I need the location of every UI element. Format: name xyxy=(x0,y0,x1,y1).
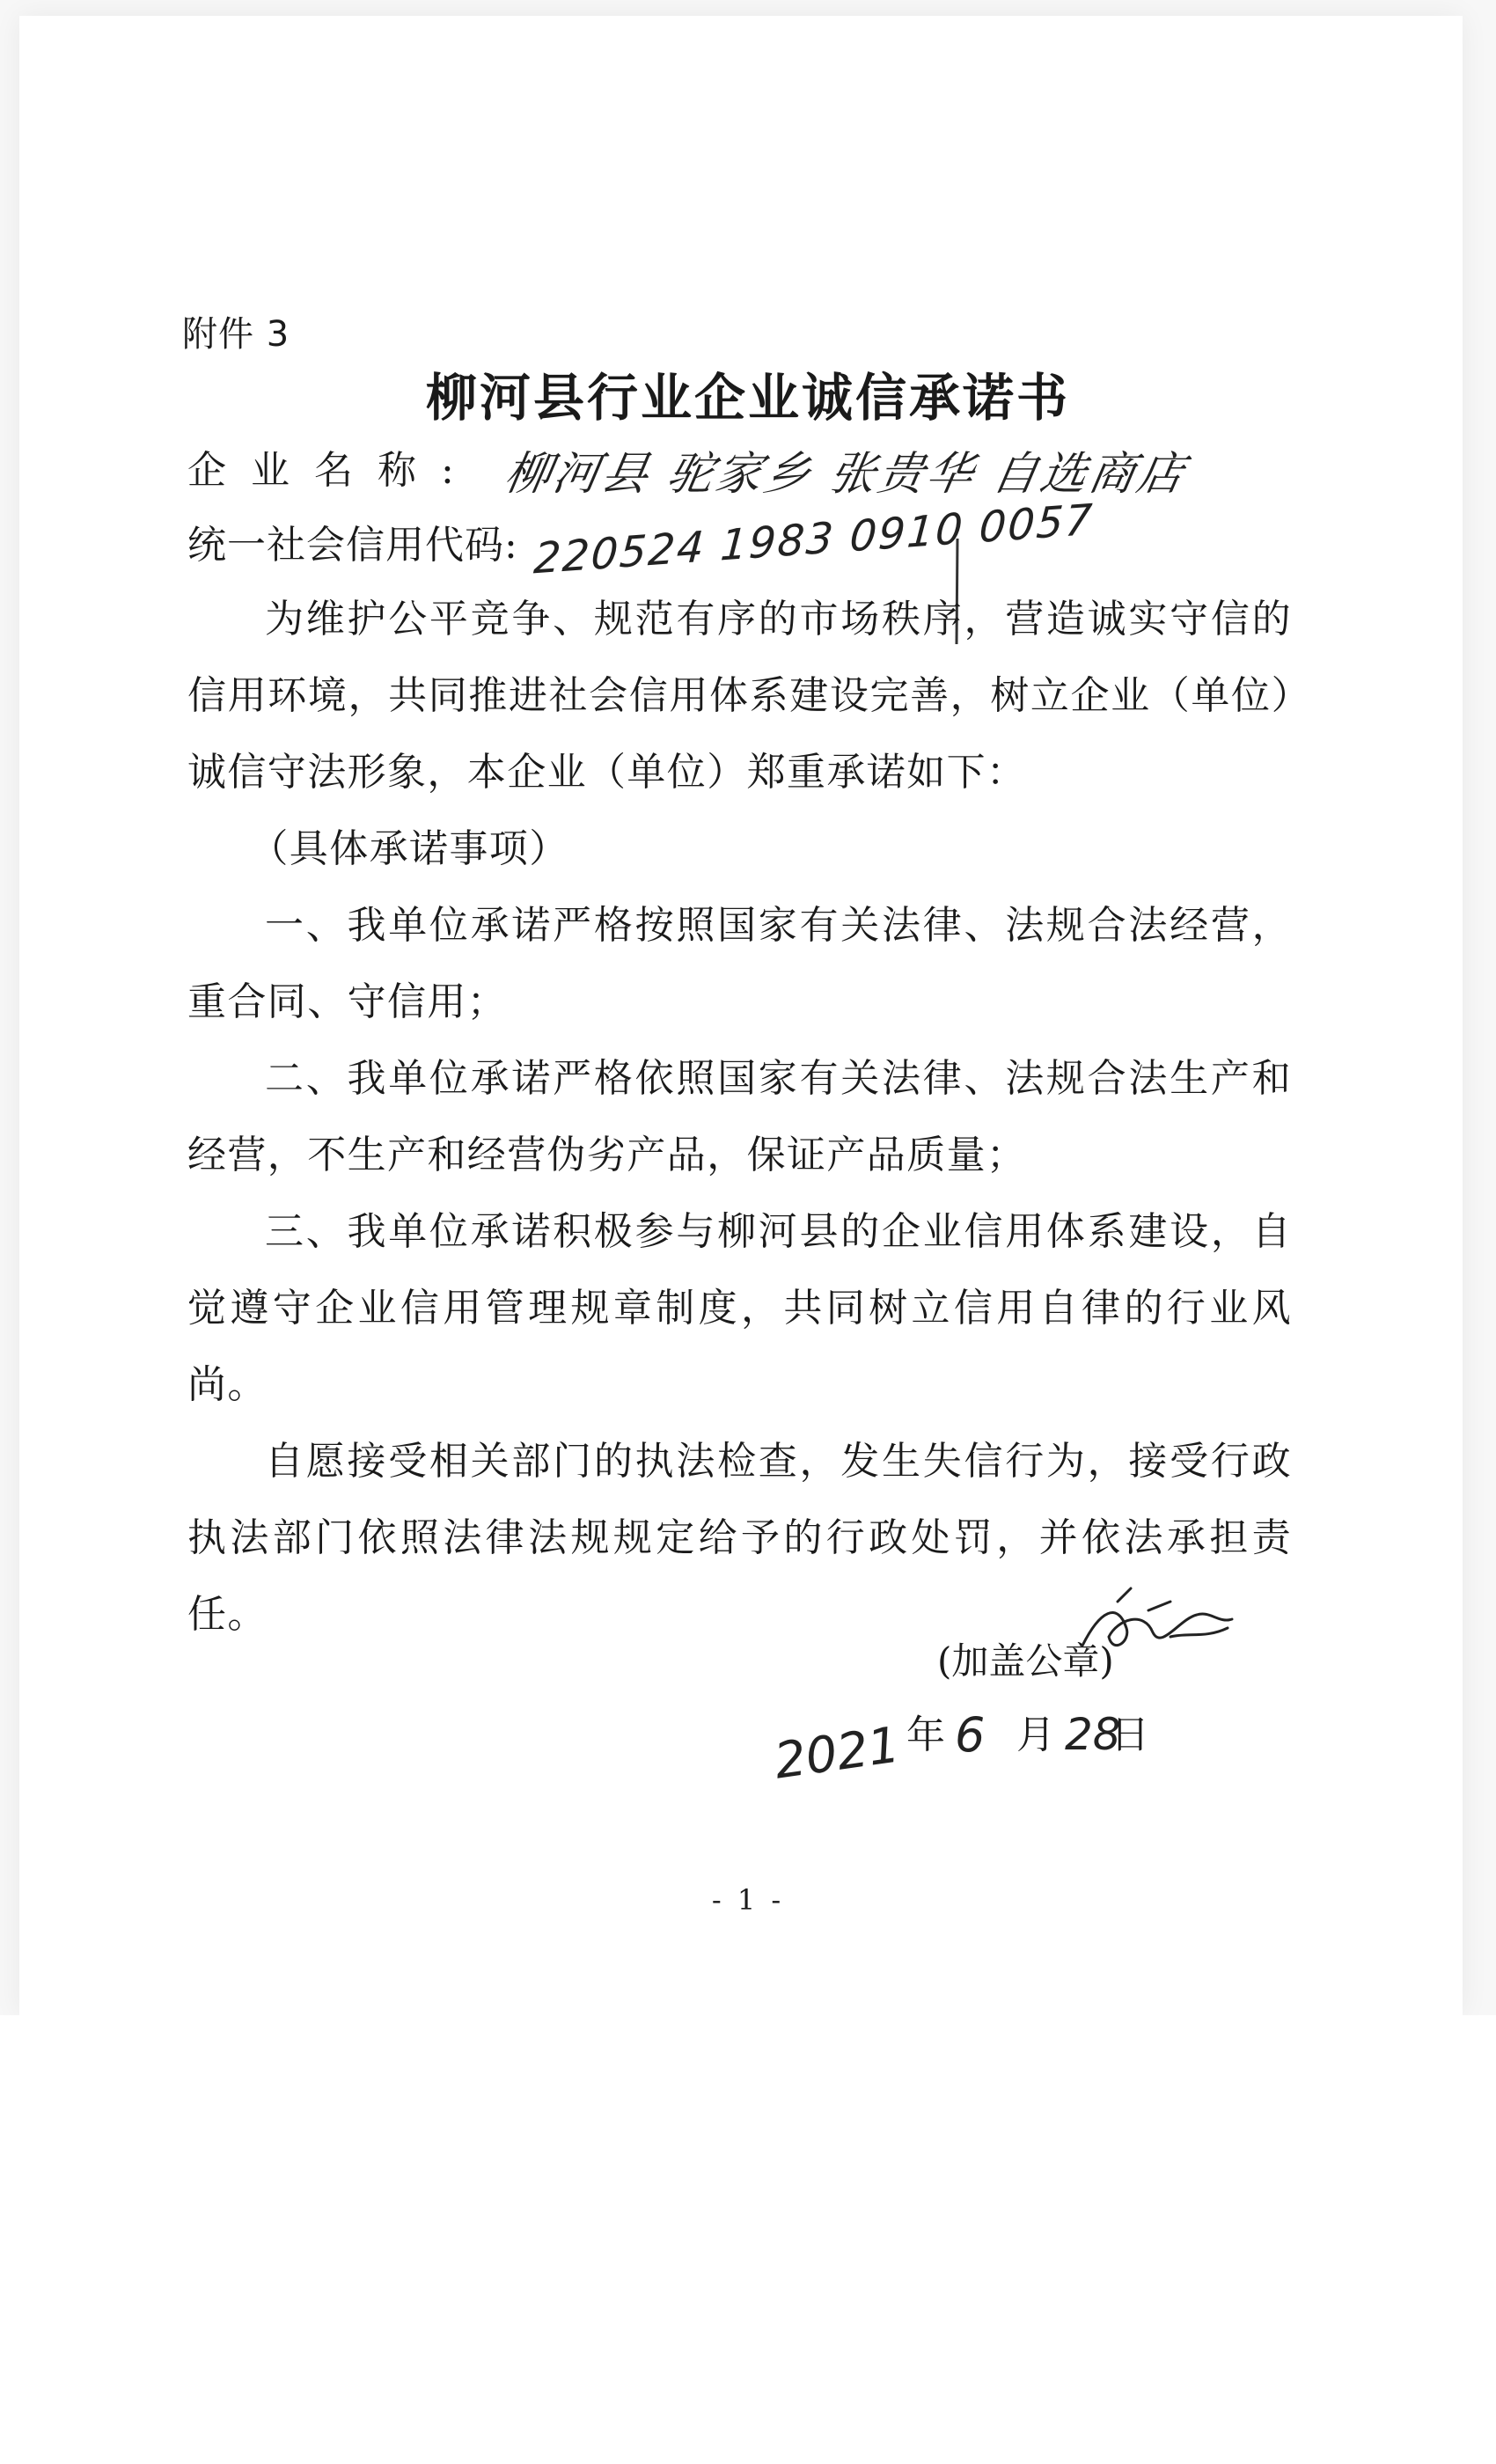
company-name-handwritten: 柳河县 驼家乡 张贵华 自选商店 xyxy=(500,448,1191,501)
company-name-label: 企业名称: xyxy=(187,448,479,493)
closing-paragraph: 自愿接受相关部门的执法检查，发生失信行为，接受行政执法部门依照法律法规规定给予的行政处罚，并依法承担责任。 xyxy=(187,1439,1292,1637)
items-heading: （具体承诺事项） xyxy=(249,826,569,871)
day-label: 日 xyxy=(1111,1712,1149,1757)
commitment-body xyxy=(187,581,1292,1653)
year-label: 年 xyxy=(906,1712,945,1757)
credit-code-handwritten: 220524 1983 0910 0057 xyxy=(532,495,1096,584)
date-month-handwritten: 6 xyxy=(955,1707,986,1763)
commitment-item-3: 三、我单位承诺积极参与柳河县的企业信用体系建设，自觉遵守企业信用管理规章制度，共同树立信用自律的行业风尚。 xyxy=(187,1209,1292,1407)
handwritten-signature xyxy=(1065,1584,1241,1672)
credit-code-label: 统一社会信用代码: xyxy=(187,523,518,568)
commitment-item-1: 一、我单位承诺严格按照国家有关法律、法规合法经营，重合同、守信用； xyxy=(187,903,1292,1024)
month-label: 月 xyxy=(1016,1712,1055,1757)
date-day-handwritten: 28 xyxy=(1065,1709,1121,1760)
document-title: 柳河县行业企业诚信承诺书 xyxy=(425,368,1070,428)
attachment-label: 附件 3 xyxy=(182,314,290,355)
commitment-item-2: 二、我单位承诺严格依照国家有关法律、法规合法生产和经营，不生产和经营伪劣产品，保证产品质量； xyxy=(187,1056,1292,1177)
intro-paragraph: 为维护公平竞争、规范有序的市场秩序，营造诚实守信的信用环境，共同推进社会信用体系建设完善，树立企业（单位）诚信守法形象，本企业（单位）郑重承诺如下： xyxy=(187,597,1292,795)
page-number: - 1 - xyxy=(711,1883,785,1917)
date-year-handwritten: 2021 xyxy=(771,1716,904,1791)
blank-area xyxy=(0,2015,1496,2464)
stamp-label: (加盖公章) xyxy=(937,1639,1114,1683)
